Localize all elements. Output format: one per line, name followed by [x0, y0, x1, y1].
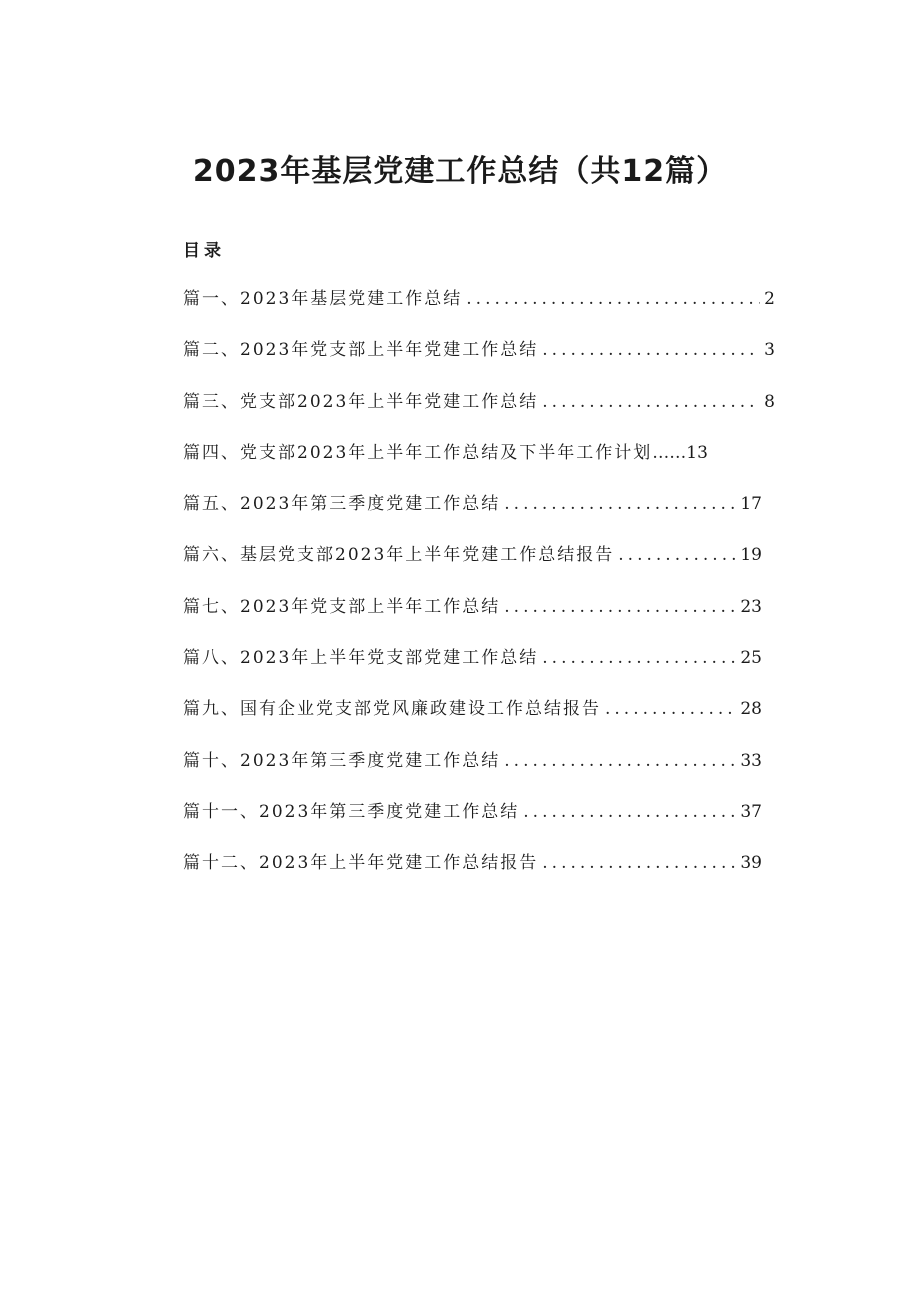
toc-entry-5[interactable]	[183, 489, 762, 540]
toc-entry-12[interactable]	[183, 848, 762, 899]
toc-entry-label: 篇十、2023年第三季度党建工作总结	[183, 750, 501, 771]
toc-entry-7[interactable]	[183, 592, 762, 643]
document-title: 2023年基层党建工作总结（共12篇）	[192, 154, 728, 189]
toc-entry-label: 篇七、2023年党支部上半年工作总结	[183, 596, 501, 617]
toc-entry-page: 2	[764, 289, 775, 309]
toc-heading: 目录	[183, 241, 225, 261]
toc-dot-leader	[542, 853, 736, 873]
toc-entry-label: 篇十二、2023年上半年党建工作总结报告	[183, 853, 539, 874]
toc-entry-page: 13	[686, 442, 708, 463]
toc-entry-page: 8	[764, 391, 775, 412]
toc-dot-leader	[542, 648, 736, 668]
toc-dot-leader	[504, 597, 736, 617]
toc-entry-page: 39	[740, 853, 762, 874]
toc-dot-leader	[542, 392, 760, 412]
toc-dot-leader	[523, 802, 736, 822]
toc-entry-label: 篇五、2023年第三季度党建工作总结	[183, 494, 501, 515]
toc-entry-label: 篇二、2023年党支部上半年党建工作总结	[183, 340, 539, 361]
toc-dot-leader	[542, 340, 760, 360]
toc-entry-1[interactable]	[183, 284, 775, 335]
toc-dot-leader	[618, 545, 736, 565]
toc-entry-page: 17	[740, 494, 762, 515]
toc-entry-label: 篇三、党支部2023年上半年党建工作总结	[183, 391, 539, 412]
toc-dot-leader	[504, 494, 736, 514]
toc-entry-label: 篇四、党支部2023年上半年工作总结及下半年工作计划	[183, 442, 653, 463]
toc-entry-label: 篇十一、2023年第三季度党建工作总结	[183, 801, 520, 822]
toc-entry-3[interactable]	[183, 387, 775, 438]
toc-entry-page: 25	[740, 648, 762, 669]
toc-entry-8[interactable]	[183, 643, 762, 694]
toc-ellipsis-leader: ……	[652, 442, 687, 463]
table-of-contents	[183, 284, 783, 900]
toc-entry-10[interactable]	[183, 746, 762, 797]
toc-dot-leader	[466, 289, 760, 309]
toc-dot-leader	[504, 751, 736, 771]
toc-entry-page: 23	[740, 596, 762, 617]
toc-entry-2[interactable]	[183, 335, 775, 386]
toc-entry-label: 篇一、2023年基层党建工作总结	[183, 289, 463, 309]
toc-entry-label: 篇九、国有企业党支部党风廉政建设工作总结报告	[183, 699, 601, 720]
toc-entry-11[interactable]	[183, 797, 762, 848]
toc-dot-leader	[605, 699, 736, 719]
toc-entry-page: 37	[740, 801, 762, 822]
toc-entry-9[interactable]	[183, 694, 762, 745]
toc-entry-page: 3	[764, 340, 775, 361]
toc-entry-label: 篇八、2023年上半年党支部党建工作总结	[183, 648, 539, 669]
toc-entry-6[interactable]	[183, 540, 762, 591]
toc-entry-page: 28	[740, 699, 762, 720]
toc-entry-4[interactable]	[183, 438, 783, 489]
toc-entry-page: 33	[740, 750, 762, 771]
toc-entry-page: 19	[740, 545, 762, 566]
toc-entry-label: 篇六、基层党支部2023年上半年党建工作总结报告	[183, 545, 615, 566]
